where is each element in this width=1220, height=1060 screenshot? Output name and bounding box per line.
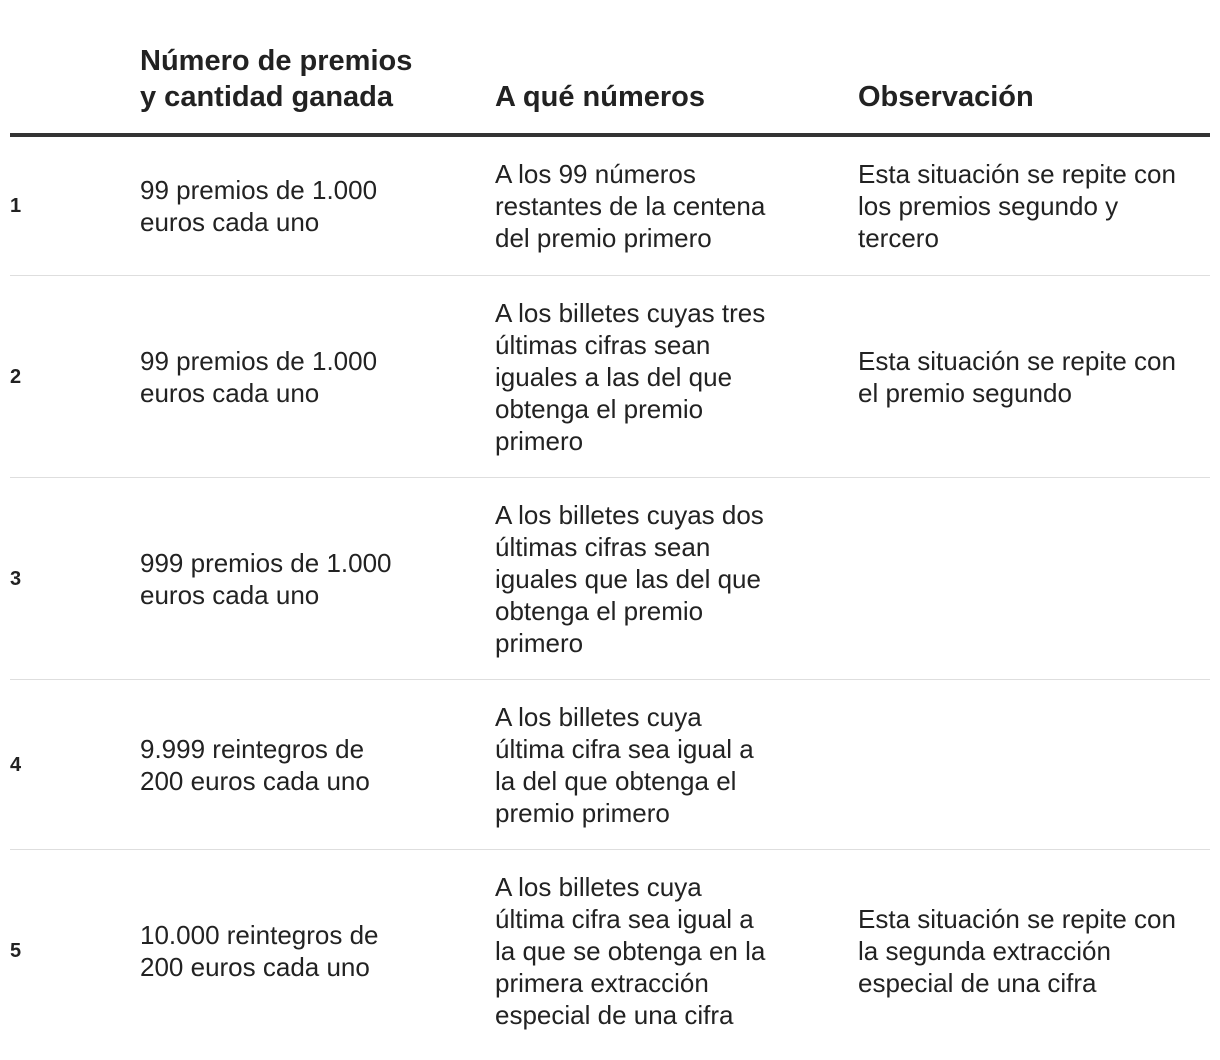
table-row (10, 850, 1210, 1052)
prize-table (10, 0, 1210, 1052)
header-numeros: A qué números (495, 81, 706, 113)
cell-line: Esta situación se repite con (858, 345, 1176, 376)
cell-line: 10.000 reintegros de (140, 920, 379, 950)
cell-numeros (495, 297, 805, 457)
cell-line: A los billetes cuya (495, 872, 702, 902)
cell-line: euros cada uno (140, 377, 320, 408)
cell-numeros (495, 701, 805, 829)
cell-premios (140, 174, 440, 238)
cell-line: especial de una cifra (495, 1000, 734, 1030)
cell-line: la segunda extracción (858, 936, 1111, 966)
cell-observacion (858, 903, 1210, 999)
cell-line: iguales que las del que (495, 563, 761, 594)
cell-observacion (858, 158, 1210, 254)
cell-premios (140, 547, 440, 611)
header-premios (140, 43, 470, 115)
cell-line: tercero (858, 223, 939, 253)
row-number: 3 (10, 567, 22, 590)
cell-line: obtenga el premio (495, 393, 704, 424)
cell-observacion (858, 345, 1210, 409)
cell-line: los premios segundo y (858, 191, 1119, 221)
row-number: 5 (10, 940, 22, 962)
cell-line: premio primero (495, 797, 670, 828)
cell-line: euros cada uno (140, 579, 320, 610)
cell-line: obtenga el premio (495, 595, 704, 626)
cell-premios (140, 345, 440, 409)
table-header (10, 0, 1210, 137)
cell-line: última cifra sea igual a (495, 733, 754, 764)
table-row (10, 276, 1210, 478)
cell-line: Esta situación se repite con (858, 159, 1176, 189)
cell-line: del premio primero (495, 223, 712, 253)
table-row (10, 680, 1210, 850)
cell-line: euros cada uno (140, 207, 320, 237)
cell-line: Esta situación se repite con (858, 904, 1176, 934)
cell-line: primero (495, 627, 584, 658)
cell-line: 99 premios de 1.000 (140, 175, 378, 205)
cell-line: 200 euros cada uno (140, 765, 370, 796)
cell-numeros (495, 499, 805, 659)
cell-line: últimas cifras sean (495, 329, 711, 360)
row-number: 4 (10, 753, 22, 776)
cell-line: 200 euros cada uno (140, 952, 370, 982)
cell-line: el premio segundo (858, 377, 1072, 408)
cell-line: iguales a las del que (495, 361, 733, 392)
header-premios-line: y cantidad ganada (140, 81, 394, 113)
cell-line: restantes de la centena (495, 191, 766, 221)
table-row (10, 137, 1210, 276)
cell-line: especial de una cifra (858, 968, 1097, 998)
header-observacion: Observación (858, 81, 1034, 113)
cell-line: 99 premios de 1.000 (140, 345, 378, 376)
cell-line: A los 99 números (495, 159, 696, 189)
cell-line: la que se obtenga en la (495, 936, 766, 966)
row-number: 2 (10, 365, 22, 388)
cell-line: A los billetes cuya (495, 701, 702, 732)
header-premios-line: Número de premios (140, 45, 413, 77)
cell-line: primera extracción (495, 968, 709, 998)
cell-line: 9.999 reintegros de (140, 733, 365, 764)
cell-line: últimas cifras sean (495, 531, 711, 562)
cell-line: A los billetes cuyas tres (495, 297, 766, 328)
cell-premios (140, 733, 440, 797)
cell-numeros (495, 871, 805, 1031)
cell-numeros (495, 158, 805, 254)
cell-line: A los billetes cuyas dos (495, 499, 764, 530)
cell-line: última cifra sea igual a (495, 904, 754, 934)
cell-line: primero (495, 425, 584, 456)
cell-line: 999 premios de 1.000 (140, 547, 392, 578)
row-number: 1 (10, 195, 22, 217)
cell-line: la del que obtenga el (495, 765, 737, 796)
table-row (10, 478, 1210, 680)
cell-premios (140, 919, 440, 983)
